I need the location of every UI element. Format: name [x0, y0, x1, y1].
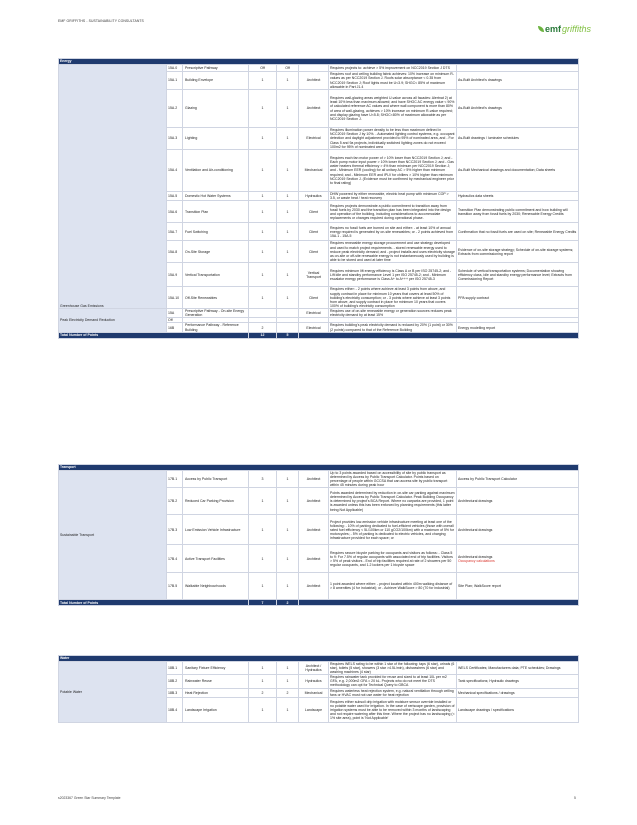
responsibility: Mechanical [299, 150, 329, 192]
documentation-text: Mechanical specifications / drawings [458, 690, 515, 695]
points-targeted: 1 [277, 573, 299, 600]
documentation-cell [457, 90, 579, 128]
points-available: 1 [249, 72, 277, 90]
points-targeted: 1 [277, 515, 299, 545]
credit-name: Rainwater Reuse [183, 675, 249, 688]
table-row [59, 471, 579, 488]
points-available: 1 [249, 263, 277, 287]
requirement-text: 1 point awarded where either: - project located within 400m walking distance of > 8 amenities (4 for industrial); or - Achieve WalkScore > 80 (70 for industrial) [329, 573, 457, 600]
credit-code: 18B.4 [167, 697, 183, 722]
documentation-text: As-Built drawings / luminaire schedules [458, 136, 519, 141]
total-points-available: 7 [249, 600, 277, 606]
responsibility: Hydraulics [299, 675, 329, 688]
footer-page-number: 5 [574, 796, 576, 800]
requirement-text: Points awarded determined by reduction in on-site car parking against maximum determined by Access by Public Transport Calculator. Peak Building Occupancy is determined by project's BCA Report. Where no carparks are provided, 1 point is awarded unless this has been enforced by planning requirements (this latter being Not Applicable) [329, 488, 457, 515]
responsibility: Architect [299, 72, 329, 90]
points-available [249, 309, 277, 318]
credit-name: Reduced Car Parking Provision [183, 488, 249, 515]
total-row [59, 332, 579, 338]
points-targeted: 1 [277, 662, 299, 675]
requirement-text: Requires building's peak electricity demand is reduced by 20% (1 point) or 30% (2 points) compared to that of the Reference Building [329, 323, 457, 332]
responsibility: Client [299, 201, 329, 223]
requirement-text: Requires each fan motor power of > 10% lower than NCC2019 Section J; and - Each pump motor input power > 10% lower than NCC2019 Section J; and - Gas water heaters thermal efficiency > 4% than minimum per NCC2019 Section J; and - Minimum EER (cooling) for all unitary AC > 5% higher than minimum required; and - Minimum EER and IPLV for chillers > 10% higher than minimum NCC2019 Section J. (Evidence must be confirmed by mechanical engineer prior to final rating) [329, 150, 457, 192]
points-available: 1 [249, 515, 277, 545]
documentation-text: Architectural drawings [458, 527, 493, 532]
documentation-text: Landscape drawings / specifications [458, 707, 515, 712]
points-targeted: 1 [277, 241, 299, 263]
points-available: Off [249, 65, 277, 72]
documentation-text: As-Built Architect's drawings [458, 78, 502, 83]
documentation-cell [457, 201, 579, 223]
points-targeted [277, 323, 299, 332]
credit-code: 15A.0 [167, 65, 183, 72]
points-targeted: Off [277, 65, 299, 72]
responsibility: Electrical [299, 309, 329, 318]
points-available: 1 [249, 697, 277, 722]
responsibility: Hydraulics [299, 192, 329, 201]
total-label: Total Number of Points [59, 332, 249, 338]
credit-code: Off [167, 318, 183, 323]
documentation-cell [457, 72, 579, 90]
credit-name: Fuel Switching [183, 223, 249, 241]
responsibility: Client [299, 223, 329, 241]
credit-code: 17B.5 [167, 573, 183, 600]
documentation-cell [457, 545, 579, 573]
transport-table [58, 464, 579, 606]
energy-title: Energy [59, 59, 579, 65]
points-available: 1 [249, 545, 277, 573]
points-targeted: 1 [277, 72, 299, 90]
documentation-cell [457, 150, 579, 192]
points-available: 1 [249, 488, 277, 515]
documentation-cell [457, 697, 579, 722]
credit-name: Glazing [183, 90, 249, 128]
documentation-cell [457, 573, 579, 600]
table-row [59, 309, 579, 318]
points-available: 1 [249, 287, 277, 309]
points-available: 1 [249, 192, 277, 201]
credit-code: 15A.10 [167, 287, 183, 309]
documentation-text: Architectural drawings [458, 499, 493, 504]
requirement-text: Requires either: - 2 points where achieve at least 3 points from above, and supply contract in place for minimum 10 years that covers at least 50% of building's electricity consumption; or - 3 points where achieve at least 3 points from above, and supply contract in place for minimum 10 years that covers 100% of building's electricity consumption [329, 287, 457, 309]
credit-name: Domestic Hot Water Systems [183, 192, 249, 201]
documentation-text: As-Built Mechanical drawings and documentation; Data sheets [458, 168, 556, 173]
responsibility: Client [299, 241, 329, 263]
requirement-text: Requires secure bicycle parking for occupants and visitors as follows: - Class 5 to 9: For 7.5% of regular occupants with associated end of trip facilities. Visitors > 5% of peak visitors - End of trip facilities required at rate of 2 showers per 50 regular occupants, and 1.2 lockers per 1 bicycle space [329, 545, 457, 573]
credit-name: Sanitary Fixture Efficiency [183, 662, 249, 675]
points-available: 1 [249, 128, 277, 150]
credit-name: Ventilation and Air-conditioning [183, 150, 249, 192]
documentation-text: Transition Plan demonstrating public commitment and how building will transition away from fossil fuels by 2030; Renewable Energy Credits [458, 207, 568, 216]
category-cell: Potable Water [59, 662, 167, 723]
leaf-icon [538, 26, 544, 32]
documentation-cell [457, 192, 579, 201]
requirement-text: Requires use of on-site renewable energy or generation sources reduces peak electricity demand by at least 15% [329, 309, 457, 318]
documentation-text: Energy modelling report [458, 325, 496, 330]
documentation-cell [457, 309, 579, 318]
category-cell: Sustainable Transport [59, 471, 167, 600]
requirement-text: Requires wall-glazing areas weighted U-value across all facades: Alertnat 2) at least 10% less than maximum allowed; and have SHGC AC energy value < 90% of calculated reference AC values and where wall component is more than 80% of area of wall-glazing, achieves > 10% increase on minimum R-value required; and display glazing have U<5.8; SHGC<80% of maximum allowable as per NCC2019 Section J. [329, 90, 457, 128]
points-available: 1 [249, 675, 277, 688]
credit-code: 15A.2 [167, 90, 183, 128]
requirement-text: DHW powered by either renewable, electric heat pump with minimum COP > 3.5, or waste heat / heat recovery [329, 192, 457, 201]
credit-name: Performance Pathway - Reference Building [183, 323, 249, 332]
requirement-text: Project provides low-emission vehicle infrastructure meeting at least one of the following: - 10% of parking dedicated to fuel-efficient vehicles (those with overall rated fuel efficiency < 5L/100km or 110 gCO2/100km) with a maximum of 5% for motorcycles; - 5% of parking is dedicated to electric vehicles, and charging infrastructure provided for each space; or [329, 515, 457, 545]
points-targeted: 1 [277, 201, 299, 223]
requirement-text: Requires projects demonstrate a public commitment to transition away from fossil fuels by 2030 and the transition plan has been integrated into the design and operation of the building, including considerations to accommodate replacements or changes required during operational phase. [329, 201, 457, 223]
documentation-text: Access by Public Transport Calculator [458, 477, 517, 482]
energy-table [58, 58, 579, 339]
total-label: Total Number of Points [59, 600, 249, 606]
responsibility: Architect [299, 90, 329, 128]
requirement-text: Requires rainwater tank provided for reuse and sized to at least 10L per m2 GFA, e.g. 2,000m2 GFA = 20 kL. Projects who do not meet the DTS methodology can opt for Technical Query to GBCA [329, 675, 457, 688]
credit-name: Prescriptive Pathway - On-site Energy Generation [183, 309, 249, 318]
responsibility: Client [299, 287, 329, 309]
logo-sub: griffiths [562, 24, 592, 34]
responsibility: Architect [299, 488, 329, 515]
documentation-text: Confirmation that no fossil fuels are used on site; Renewable Energy Credits [458, 229, 577, 234]
credit-name: Walkable Neighbourhoods [183, 573, 249, 600]
category-cell: Greenhouse Gas Emissions [59, 65, 167, 309]
header-company: EMF GRIFFITHS - SUSTAINABILITY CONSULTANTS [58, 19, 144, 23]
credit-name: Prescriptive Pathway [183, 65, 249, 72]
requirement-text: Requires minimum lift energy efficiency is Class A or B per ISO 25745-2; and - Lift idle and standby performance Level 1 per ISO 25745-2; and - Minimum escalator energy performance is Class A+ to A+++ per ISO 25745-3 [329, 263, 457, 287]
credit-name: Building Envelope [183, 72, 249, 90]
points-available: 1 [249, 662, 277, 675]
total-row [59, 600, 579, 606]
points-available: 1 [249, 241, 277, 263]
documentation-text: Tank specifications; Hydraulic drawings [458, 679, 519, 684]
points-available: 1 [249, 573, 277, 600]
credit-code: 17B.4 [167, 545, 183, 573]
documentation-cell [457, 263, 579, 287]
points-targeted: 1 [277, 697, 299, 722]
responsibility: Architect [299, 471, 329, 488]
total-points-targeted: 5 [277, 332, 299, 338]
credit-code: 17B.2 [167, 488, 183, 515]
water-title: Water [59, 656, 579, 662]
documentation-cell [457, 65, 579, 72]
documentation-cell [457, 688, 579, 697]
documentation-cell [457, 675, 579, 688]
responsibility: Architect [299, 545, 329, 573]
points-targeted: 1 [277, 675, 299, 688]
credit-code: 15A.5 [167, 192, 183, 201]
credit-code: 17B.1 [167, 471, 183, 488]
credit-code: 18B.2 [167, 675, 183, 688]
transport-title: Transport [59, 465, 579, 471]
credit-name: Access by Public Transport [183, 471, 249, 488]
requirement-text: Requires renewable energy storage procurement and use strategy developed and used to match project requirements. - stored renewable energy used to reduce peak electricity demand; and - project installs and uses electricity storage as on-site or off-site renewable energy is not instantaneously used by building is able to be stored and used at later time [330, 241, 455, 262]
total-filler [299, 332, 579, 338]
points-targeted: 1 [277, 192, 299, 201]
requirement-text: Requires projects to: achieve > 5% improvement on NCC2019 Section J DTS [329, 65, 457, 72]
points-available: 2 [249, 688, 277, 697]
documentation-text: Architectural drawings [458, 554, 493, 559]
documentation-cell [457, 223, 579, 241]
credit-name: Lighting [183, 128, 249, 150]
credit-code: 15A.8 [167, 241, 183, 263]
points-targeted: 1 [277, 545, 299, 573]
points-targeted: 1 [277, 223, 299, 241]
points-targeted: 1 [277, 150, 299, 192]
responsibility: Architect [299, 573, 329, 600]
requirement-text: Requires roof and ceiling building fabric achieves: 10% increase on minimum R-values as per NCC2019 Section J. Roofs solar absorptance < 0.35 from NCC2019 Section J; Roof lights must be U<3.9; SHGC< 85% of maximum allowable in Part J1.4 [329, 72, 457, 90]
documentation-cell [457, 128, 579, 150]
documentation-text: As-Built Architect's drawings [458, 106, 502, 111]
responsibility: Architect / Hydraulics [299, 662, 329, 675]
credit-name: Heat Rejection [183, 688, 249, 697]
logo-main: emf [545, 24, 562, 34]
total-filler [299, 600, 579, 606]
documentation-cell [457, 287, 579, 309]
points-available: 1 [249, 150, 277, 192]
credit-code: 15A.4 [167, 150, 183, 192]
credit-code: 15A.1 [167, 72, 183, 90]
points-targeted: 1 [277, 128, 299, 150]
documentation-text: Schedule of vertical transportation systems; Documentation showing efficiency class, idle and standby energy performance level; Extracts from Commissioning Report [458, 268, 572, 281]
documentation-text: WELS Certificates; Manufacturers data; PTE schedules; Drawings [458, 666, 561, 671]
credit-code: 17B.3 [167, 515, 183, 545]
credit-name: Active Transport Facilities [183, 545, 249, 573]
credit-name: Landscape Irrigation [183, 697, 249, 722]
credit-name: Transition Plan [183, 201, 249, 223]
points-targeted: 1 [277, 471, 299, 488]
responsibility: Landscape [299, 697, 329, 722]
company-logo [538, 23, 592, 39]
requirement-text: Requires waterless heat rejection system, e.g. natural ventilation through ceiling fans or HVAC must not use water for heat rejection [329, 688, 457, 697]
credit-code: 16B [167, 323, 183, 332]
total-points-available: 12 [249, 332, 277, 338]
points-targeted: 1 [277, 263, 299, 287]
points-available: 1 [249, 201, 277, 223]
responsibility: Electrical [299, 323, 329, 332]
total-points-targeted: 2 [277, 600, 299, 606]
water-table [58, 655, 579, 723]
credit-name: Vertical Transportation [183, 263, 249, 287]
points-targeted: 2 [277, 688, 299, 697]
credit-code: 15A [167, 309, 183, 318]
table-row [59, 662, 579, 675]
documentation-text: PPA supply contract [458, 295, 490, 300]
requirement-text: Up to 3 points awarded based on accessibility of site by public transport as determined by Access by Public Transport Calculator. Points based on percentage of people within GCCSA that can access site by public transport within 45 minutes during peak hour [329, 471, 457, 488]
points-targeted [277, 309, 299, 318]
credit-code: 15A.6 [167, 201, 183, 223]
responsibility: Mechanical [299, 688, 329, 697]
documentation-text: Hydraulics data sheets [458, 194, 494, 199]
footer-template-name: s2023367 Green Star Summary Template [58, 796, 121, 800]
documentation-text: Evidence of on-site storage strategy; Schedule of on-site storage systems; Extracts from commissioning report [458, 247, 574, 256]
points-available: 2 [249, 323, 277, 332]
responsibility: Architect [299, 515, 329, 545]
points-targeted: 1 [277, 287, 299, 309]
documentation-cell [457, 515, 579, 545]
responsibility: Electrical [299, 128, 329, 150]
points-targeted: 1 [277, 488, 299, 515]
points-targeted: 1 [277, 90, 299, 128]
requirement-text: Requires illumination power density to be less than maximum defined in NCC2019 Section J by 10%. - Automated lighting control systems, e.g. occupant detection and daylight adjustment provided to 95% of nominated area, and - For Class 5 and 9a projects, individually switched lighting zones do not exceed 100m2 for 95% of nominated area [330, 128, 455, 149]
documentation-cell [457, 488, 579, 515]
documentation-cell [457, 662, 579, 675]
credit-code: 18B.3 [167, 688, 183, 697]
category-cell: Peak Electricity Demand Reduction [59, 309, 167, 332]
table-row [59, 65, 579, 72]
responsibility: Vertical Transport [299, 263, 329, 287]
documentation-cell [457, 241, 579, 263]
requirement-text: Requires no fossil fuels are burned on site and either: - at least 10% of annual energy required is generated by on-site renewables; or - 2 points achieved from 15A.1 - 15A.5 [329, 223, 457, 241]
credit-name: Off-Site Renewables [183, 287, 249, 309]
credit-name: Low Emission Vehicle Infrastructure [183, 515, 249, 545]
requirement-text: Requires WELS rating to be within 1 star of the following: taps (6 star), urinals (6 star), toilets (5 star), showers (3 star >4.5L/min), dishwashers (6 star) and washing machines (4 star) [329, 662, 457, 675]
documentation-cell [457, 471, 579, 488]
credit-name: On-Site Storage [183, 241, 249, 263]
documentation-cell [457, 323, 579, 332]
requirement-text: Requires either subsoil drip irrigation with moisture sensor override installed or no potable water used for irrigation. In the case of xeriscape garden, provision of irrigation systems must be able to be removed within 3 months of landscaping and not require watering after this time. Where the project has no landscaping (< 1% site area), point is 'Not Applicable' [329, 697, 457, 722]
credit-code: 18B.1 [167, 662, 183, 675]
points-available: 1 [249, 223, 277, 241]
documentation-highlight: Occupancy calculations [458, 558, 495, 563]
points-available: 3 [249, 471, 277, 488]
points-available: 1 [249, 90, 277, 128]
credit-code: 15A.7 [167, 223, 183, 241]
credit-code: 15A.3 [167, 128, 183, 150]
documentation-text: Site Plan; WalkScore report [458, 584, 501, 589]
responsibility [299, 65, 329, 72]
credit-code: 15A.9 [167, 263, 183, 287]
